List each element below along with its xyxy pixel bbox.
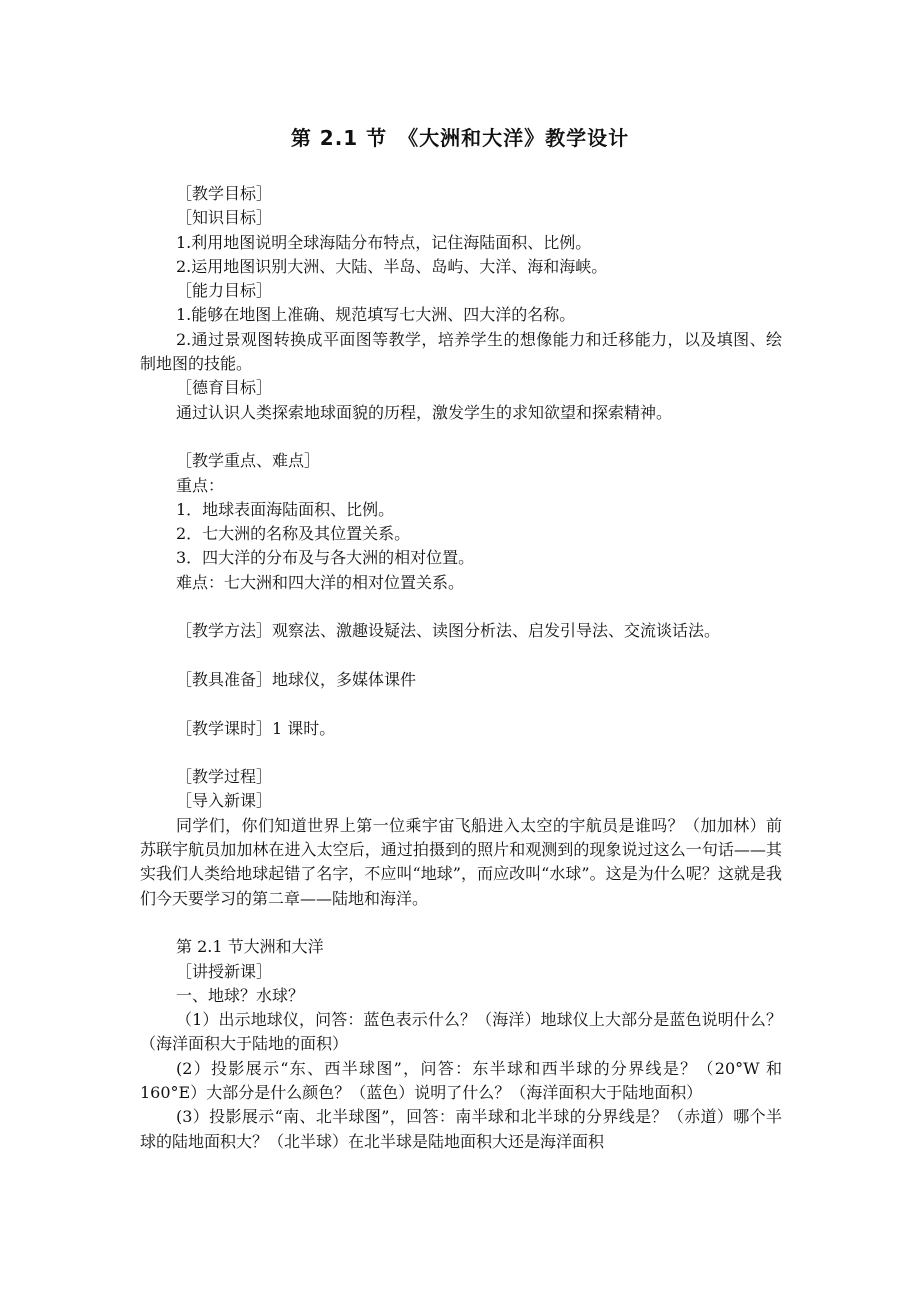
key-points-label: 重点： bbox=[176, 475, 225, 495]
difficulty-text: 难点：七大洲和四大洋的相对位置关系。 bbox=[176, 572, 465, 592]
ability-item-1: 1.能够在地图上准确、规范填写七大洲、四大洋的名称。 bbox=[176, 305, 576, 325]
objectives-heading: ［教学目标］ bbox=[176, 184, 273, 203]
key-point-3: 3．四大洋的分布及与各大洲的相对位置。 bbox=[176, 548, 475, 568]
intro-paragraph: 同学们，你们知道世界上第一位乘宇宙飞船进入太空的宇航员是谁吗？（加加林）前苏联宇航员加加林在进入太空后，通过拍摄到的照片和观测到的现象说过这么一句话——其实我们人类给地球起错了名字，不应叫“地球”，而应改叫“水球”。这是为什么呢？这就是我们今天要学习的第二章——陆地和海洋。 bbox=[140, 815, 782, 908]
knowledge-heading: ［知识目标］ bbox=[176, 208, 273, 228]
ability-heading: ［能力目标］ bbox=[176, 281, 273, 301]
ability-item-2: 2.通过景观图转换成平面图等教学，培养学生的想像能力和迁移能力，以及填图、绘制地图的技能。 bbox=[140, 329, 782, 374]
part-one-heading: 一、地球？水球？ bbox=[176, 985, 305, 1005]
question-2: (2）投影展示“东、西半球图”，问答：东半球和西半球的分界线是？（20°W 和 160°E）大部分是什么颜色？（蓝色）说明了什么？（海洋面积大于陆地面积） bbox=[140, 1058, 782, 1102]
key-point-1: 1．地球表面海陆面积、比例。 bbox=[176, 499, 395, 519]
intro-heading: ［导入新课］ bbox=[176, 791, 273, 811]
moral-heading: ［德育目标］ bbox=[176, 378, 273, 398]
question-1: （1）出示地球仪，问答：蓝色表示什么？（海洋）地球仪上大部分是蓝色说明什么？（海洋面积大于陆地的面积） bbox=[140, 1010, 782, 1054]
process-heading: ［教学过程］ bbox=[176, 767, 273, 787]
key-point-2: 2．七大洲的名称及其位置关系。 bbox=[176, 524, 411, 544]
document-body bbox=[140, 182, 782, 1154]
tools-text: ［教具准备］地球仪，多媒体课件 bbox=[176, 669, 417, 689]
key-points-heading: ［教学重点、难点］ bbox=[176, 451, 321, 471]
hours-text: ［教学课时］1 课时。 bbox=[176, 718, 336, 738]
document-title: 第 2.1 节 《大洲和大洋》教学设计 bbox=[290, 126, 630, 150]
section-name: 第 2.1 节大洲和大洋 bbox=[176, 937, 324, 957]
teach-heading: ［讲授新课］ bbox=[176, 961, 273, 981]
moral-text: 通过认识人类探索地球面貌的历程，激发学生的求知欲望和探索精神。 bbox=[176, 402, 673, 422]
knowledge-item-1: 1.利用地图说明全球海陆分布特点，记住海陆面积、比例。 bbox=[176, 232, 592, 252]
question-3: (3）投影展示“南、北半球图”，回答：南半球和北半球的分界线是？（赤道）哪个半球的陆地面积大？（北半球）在北半球是陆地面积大还是海洋面积 bbox=[140, 1107, 782, 1151]
knowledge-item-2: 2.运用地图识别大洲、大陆、半岛、岛屿、大洋、海和海峡。 bbox=[176, 256, 608, 276]
method-text: ［教学方法］观察法、激趣设疑法、读图分析法、启发引导法、交流谈话法。 bbox=[176, 621, 721, 641]
